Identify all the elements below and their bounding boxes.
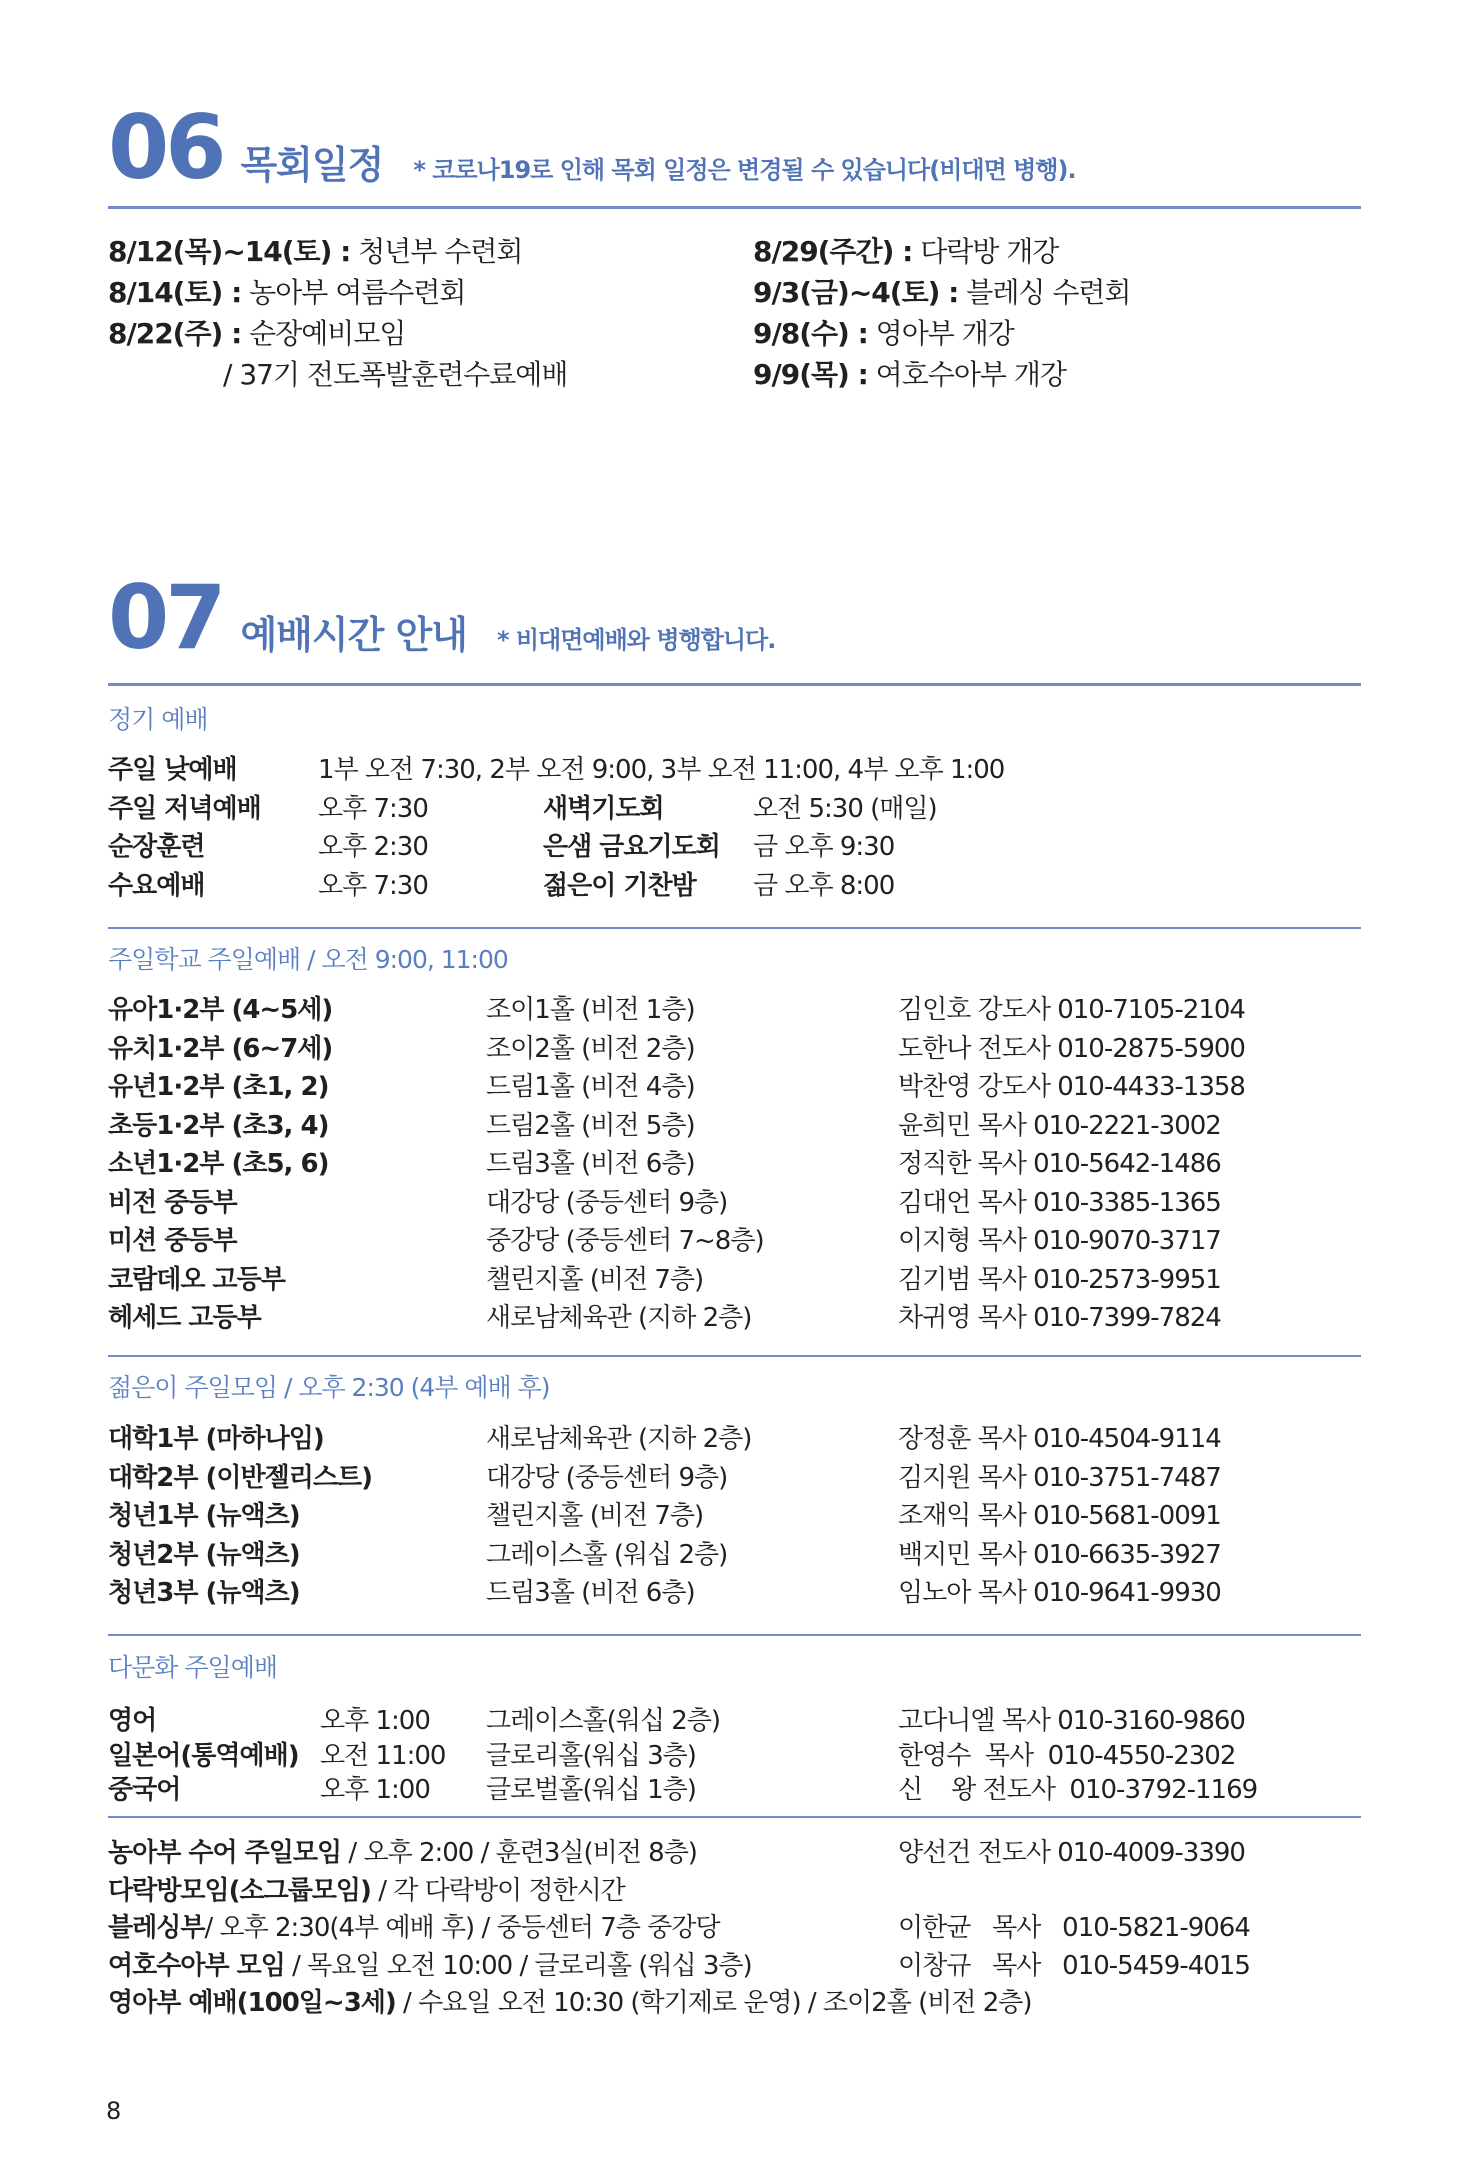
service-name: 젊은이 기찬밤 bbox=[543, 870, 696, 901]
list-item bbox=[108, 1982, 1361, 2020]
contact: 백지민 목사 010-6635-3927 bbox=[898, 1539, 1221, 1570]
divider bbox=[108, 1355, 1361, 1357]
gathering-name: 여호수아부 모임 bbox=[108, 1950, 285, 1981]
table-row bbox=[108, 1259, 1361, 1298]
department: 청년2부 (뉴액츠) bbox=[108, 1539, 300, 1570]
section-number: 06 bbox=[108, 96, 223, 199]
location: 조이1홀 (비전 1층) bbox=[486, 995, 695, 1025]
youth-heading: 젊은이 주일모임 / 오후 2:30 (4부 예배 후) bbox=[108, 1373, 550, 1402]
gathering-detail: / 수요일 오전 10:30 (학기제로 운영) / 조이2홀 (비전 2층) bbox=[395, 1988, 1032, 2018]
gathering-detail: / 오후 2:30(4부 예배 후) / 중등센터 7층 중강당 bbox=[204, 1913, 720, 1943]
department: 미션 중등부 bbox=[108, 1226, 237, 1256]
department: 대학1부 (마하나임) bbox=[108, 1424, 324, 1454]
table-row bbox=[108, 1534, 1361, 1573]
table-row bbox=[108, 1700, 1361, 1735]
schedule-date: 8/14(토) : bbox=[108, 276, 242, 309]
sunday-school-heading: 주일학교 주일예배 / 오전 9:00, 11:00 bbox=[108, 945, 508, 974]
contact: 장정훈 목사 010-4504-9114 bbox=[898, 1424, 1221, 1454]
schedule-date: 9/8(수) : bbox=[753, 317, 868, 350]
department: 대학2부 (이반젤리스트) bbox=[108, 1462, 372, 1493]
location: 챌린지홀 (비전 7층) bbox=[486, 1264, 704, 1295]
section-number: 07 bbox=[108, 566, 223, 669]
contact: 신 왕 전도사 010-3792-1169 bbox=[898, 1775, 1258, 1805]
service-time: 오후 7:30 bbox=[318, 793, 428, 824]
department: 청년3부 (뉴액츠) bbox=[108, 1578, 300, 1608]
contact: 한영수 목사 010-4550-2302 bbox=[898, 1740, 1236, 1771]
location: 그레이스홀 (워십 2층) bbox=[486, 1539, 728, 1570]
department: 코람데오 고등부 bbox=[108, 1264, 285, 1295]
table-row bbox=[108, 1028, 1361, 1067]
location: 대강당 (중등센터 9층) bbox=[486, 1462, 728, 1493]
schedule-right-column bbox=[753, 231, 1130, 395]
location: 글로리홀(워십 3층) bbox=[486, 1740, 696, 1771]
department: 헤세드 고등부 bbox=[108, 1303, 261, 1333]
divider bbox=[108, 927, 1361, 929]
schedule-left-column bbox=[108, 231, 567, 395]
service-time: 오후 7:30 bbox=[318, 870, 428, 901]
divider bbox=[108, 1634, 1361, 1636]
contact: 임노아 목사 010-9641-9930 bbox=[898, 1578, 1221, 1608]
gathering-name: 농아부 수어 주일모임 bbox=[108, 1838, 342, 1868]
gathering-detail: / 목요일 오전 10:00 / 글로리홀 (워십 3층) bbox=[284, 1950, 752, 1981]
location: 드림2홀 (비전 5층) bbox=[486, 1110, 695, 1141]
contact: 양선건 전도사 010-4009-3390 bbox=[898, 1838, 1245, 1868]
location: 새로남체육관 (지하 2층) bbox=[486, 1303, 752, 1333]
location: 중강당 (중등센터 7~8층) bbox=[486, 1226, 764, 1256]
table-row bbox=[108, 989, 1361, 1028]
table-row bbox=[108, 1143, 1361, 1182]
section-divider bbox=[108, 206, 1361, 209]
section-note: * 비대면예배와 병행합니다. bbox=[496, 626, 776, 654]
schedule-event: 농아부 여름수련회 bbox=[241, 276, 466, 309]
location: 드림3홀 (비전 6층) bbox=[486, 1149, 695, 1179]
youth-table bbox=[108, 1418, 1361, 1611]
service-time: 오후 1:00 bbox=[320, 1775, 430, 1805]
list-item bbox=[108, 1945, 1361, 1983]
contact: 김기범 목사 010-2573-9951 bbox=[898, 1264, 1221, 1295]
schedule-event: 청년부 수련회 bbox=[350, 235, 523, 268]
service-name: 수요예배 bbox=[108, 870, 205, 901]
service-time: 금 오후 9:30 bbox=[753, 832, 895, 862]
gathering-detail: / 오후 2:00 / 훈련3실(비전 8층) bbox=[341, 1838, 697, 1868]
contact: 고다니엘 목사 010-3160-9860 bbox=[898, 1706, 1245, 1736]
location: 그레이스홀(워십 2층) bbox=[486, 1706, 721, 1736]
service-time: 오후 2:30 bbox=[318, 832, 428, 862]
contact: 김대언 목사 010-3385-1365 bbox=[898, 1187, 1221, 1218]
service-name: 은샘 금요기도회 bbox=[543, 832, 720, 862]
page-number: 8 bbox=[106, 2097, 122, 2125]
table-row bbox=[108, 1418, 1361, 1457]
location: 드림1홀 (비전 4층) bbox=[486, 1072, 695, 1102]
regular-services-table bbox=[108, 749, 1361, 903]
sunday-school-table bbox=[108, 989, 1361, 1336]
contact: 정직한 목사 010-5642-1486 bbox=[898, 1149, 1221, 1179]
schedule-item bbox=[753, 231, 1130, 272]
table-row bbox=[108, 1572, 1361, 1611]
gathering-detail: / 각 다락방이 정한시간 bbox=[370, 1875, 625, 1906]
schedule-item bbox=[753, 313, 1130, 354]
schedule-event: 영아부 개강 bbox=[867, 317, 1014, 350]
list-item bbox=[108, 1832, 1361, 1870]
service-name: 순장훈련 bbox=[108, 832, 205, 862]
location: 대강당 (중등센터 9층) bbox=[486, 1187, 728, 1218]
section-divider bbox=[108, 683, 1361, 686]
section-07-header bbox=[108, 566, 776, 669]
regular-services-heading: 정기 예배 bbox=[108, 705, 208, 734]
contact: 윤희민 목사 010-2221-3002 bbox=[898, 1110, 1221, 1141]
schedule-date: 8/29(주간) : bbox=[753, 235, 913, 268]
table-row bbox=[108, 1066, 1361, 1105]
department: 청년1부 (뉴액츠) bbox=[108, 1501, 300, 1531]
table-row bbox=[108, 1735, 1361, 1770]
schedule-item bbox=[753, 354, 1130, 395]
schedule-event: 블레싱 수련회 bbox=[958, 276, 1131, 309]
language: 일본어(통역예배) bbox=[108, 1740, 299, 1771]
other-gatherings bbox=[108, 1832, 1361, 2020]
service-time: 금 오후 8:00 bbox=[753, 870, 895, 901]
table-row bbox=[108, 749, 1361, 788]
contact: 조재익 목사 010-5681-0091 bbox=[898, 1501, 1221, 1531]
section-note: * 코로나19로 인해 목회 일정은 변경될 수 있습니다(비대면 병행). bbox=[413, 156, 1076, 184]
contact: 이한균 목사 010-5821-9064 bbox=[898, 1913, 1250, 1943]
table-row bbox=[108, 1220, 1361, 1259]
gathering-name: 영아부 예배(100일~3세) bbox=[108, 1988, 396, 2018]
gathering-name: 다락방모임(소그룹모임) bbox=[108, 1875, 371, 1906]
service-name: 새벽기도회 bbox=[543, 793, 664, 824]
gathering-name: 블레싱부 bbox=[108, 1913, 205, 1943]
location: 글로벌홀(워십 1층) bbox=[486, 1775, 696, 1805]
service-time: 오전 5:30 (매일) bbox=[753, 793, 937, 824]
department: 유년1·2부 (초1, 2) bbox=[108, 1072, 329, 1102]
schedule-item bbox=[108, 231, 567, 272]
contact: 이지형 목사 010-9070-3717 bbox=[898, 1226, 1221, 1256]
list-item bbox=[108, 1907, 1361, 1945]
table-row bbox=[108, 1495, 1361, 1534]
contact: 차귀영 목사 010-7399-7824 bbox=[898, 1303, 1221, 1333]
table-row bbox=[108, 788, 1361, 827]
department: 비전 중등부 bbox=[108, 1187, 237, 1218]
schedule-item bbox=[108, 313, 567, 354]
schedule-event: 여호수아부 개강 bbox=[867, 358, 1066, 391]
table-row bbox=[108, 1457, 1361, 1496]
department: 초등1·2부 (초3, 4) bbox=[108, 1110, 329, 1141]
contact: 도한나 전도사 010-2875-5900 bbox=[898, 1033, 1245, 1064]
section-title: 목회일정 bbox=[240, 143, 384, 187]
table-row bbox=[108, 865, 1361, 904]
divider bbox=[108, 1816, 1361, 1818]
location: 드림3홀 (비전 6층) bbox=[486, 1578, 695, 1608]
contact: 김지원 목사 010-3751-7487 bbox=[898, 1462, 1221, 1493]
language: 영어 bbox=[108, 1706, 157, 1736]
service-name: 주일 저녁예배 bbox=[108, 793, 261, 824]
contact: 이창규 목사 010-5459-4015 bbox=[898, 1950, 1250, 1981]
service-time: 1부 오전 7:30, 2부 오전 9:00, 3부 오전 11:00, 4부 오후 1:00 bbox=[318, 755, 1005, 785]
section-06-header bbox=[108, 96, 1076, 199]
department: 유아1·2부 (4~5세) bbox=[108, 995, 333, 1025]
table-row bbox=[108, 1105, 1361, 1144]
schedule-event: 다락방 개강 bbox=[912, 235, 1059, 268]
language: 중국어 bbox=[108, 1775, 181, 1805]
location: 챌린지홀 (비전 7층) bbox=[486, 1501, 704, 1531]
section-title: 예배시간 안내 bbox=[240, 613, 467, 657]
location: 조이2홀 (비전 2층) bbox=[486, 1033, 695, 1064]
schedule-item bbox=[108, 354, 567, 395]
schedule-date: 9/9(목) : bbox=[753, 358, 868, 391]
multicultural-heading: 다문화 주일예배 bbox=[108, 1653, 277, 1682]
schedule-date: 8/12(목)~14(토) : bbox=[108, 235, 351, 268]
contact: 김인호 강도사 010-7105-2104 bbox=[898, 995, 1245, 1025]
contact: 박찬영 강도사 010-4433-1358 bbox=[898, 1072, 1245, 1102]
schedule-event: / 37기 전도폭발훈련수료예배 bbox=[223, 358, 568, 391]
schedule-item bbox=[108, 272, 567, 313]
service-time: 오후 1:00 bbox=[320, 1706, 430, 1736]
department: 소년1·2부 (초5, 6) bbox=[108, 1149, 329, 1179]
schedule-event: 순장예비모임 bbox=[241, 317, 406, 350]
service-time: 오전 11:00 bbox=[320, 1740, 446, 1771]
table-row bbox=[108, 1297, 1361, 1336]
table-row bbox=[108, 1182, 1361, 1221]
service-name: 주일 낮예배 bbox=[108, 755, 237, 785]
schedule-date: 9/3(금)~4(토) : bbox=[753, 276, 959, 309]
list-item bbox=[108, 1870, 1361, 1908]
location: 새로남체육관 (지하 2층) bbox=[486, 1424, 752, 1454]
table-row bbox=[108, 826, 1361, 865]
table-row bbox=[108, 1769, 1361, 1804]
multicultural-table bbox=[108, 1700, 1361, 1804]
schedule-item bbox=[753, 272, 1130, 313]
department: 유치1·2부 (6~7세) bbox=[108, 1033, 333, 1064]
schedule-date: 8/22(주) : bbox=[108, 317, 242, 350]
